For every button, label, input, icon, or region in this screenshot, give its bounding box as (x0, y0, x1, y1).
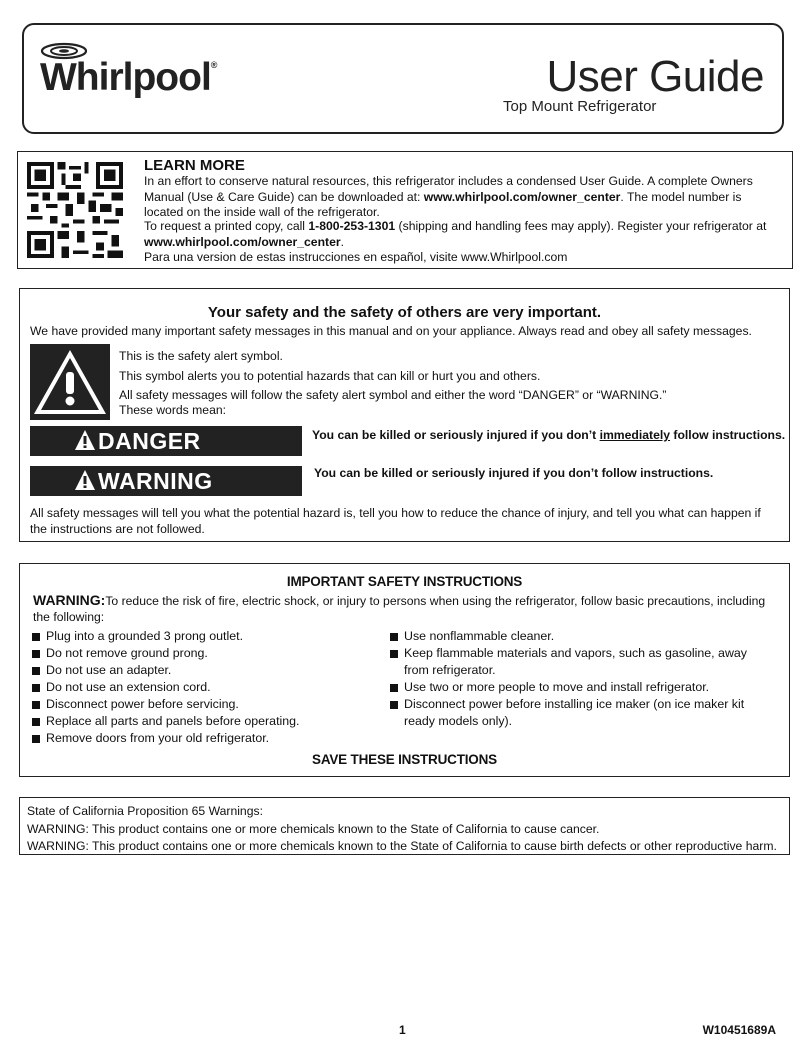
owner-center-register-link[interactable]: www.whirlpool.com/owner_center (144, 234, 341, 249)
safety-footer: All safety messages will tell you what the potential hazard is, tell you how to reduce the chance of injury, and tell you what can happen if the instructions are not followed. (30, 506, 761, 536)
list-item: Disconnect power before installing ice maker (on ice maker kit ready models only). (390, 696, 775, 730)
list-item: Replace all parts and panels before operating. (32, 713, 392, 730)
list-item: Do not use an extension cord. (32, 679, 392, 696)
safety-intro: We have provided many important safety messages in this manual and on your appliance. Always read and obey all safety messages. (30, 324, 752, 338)
important-safety-box (19, 563, 790, 777)
safety-box (19, 288, 790, 542)
prop65-title: State of California Proposition 65 Warnings: (27, 804, 263, 818)
document-number: W10451689A (702, 1023, 776, 1037)
save-instructions: SAVE THESE INSTRUCTIONS (312, 752, 497, 767)
danger-alert-icon (74, 429, 96, 451)
phone-number: 1-800-253-1301 (308, 219, 396, 233)
instructions-right-list (390, 628, 775, 730)
safety-symbol-line-3: All safety messages will follow the safety alert symbol and either the word “DANGER” or “WARNING.” (119, 388, 667, 402)
learn-more-heading: LEARN MORE (144, 157, 245, 174)
list-item: Remove doors from your old refrigerator. (32, 730, 392, 747)
instructions-left-list (32, 628, 392, 747)
safety-heading: Your safety and the safety of others are very important. (207, 304, 602, 321)
instructions-heading: IMPORTANT SAFETY INSTRUCTIONS (286, 574, 523, 589)
list-item: Disconnect power before servicing. (32, 696, 392, 713)
safety-symbol-line-2: This symbol alerts you to potential hazards that can kill or hurt you and others. (119, 369, 541, 383)
qr-code-icon (27, 160, 123, 260)
learn-more-box (17, 151, 793, 269)
list-item: Keep flammable materials and vapors, such as gasoline, away from refrigerator. (390, 645, 775, 679)
danger-signal-word: DANGER (30, 426, 302, 456)
california-prop65-box (19, 797, 790, 855)
instructions-warning: WARNING:To reduce the risk of fire, electric shock, or injury to persons when using the refrigerator, follow basic precautions, including the following: (33, 592, 766, 624)
prop65-cancer-warning: WARNING: This product contains one or more chemicals known to the State of California to cause cancer. (27, 822, 600, 836)
page-title: User Guide (546, 52, 764, 101)
learn-more-spanish-note: Para una version de estas instrucciones en español, visite www.Whirlpool.com (144, 250, 568, 264)
danger-description: You can be killed or seriously injured if you don’t immediately follow instructions. (312, 428, 786, 442)
safety-symbol-line-4: These words mean: (119, 403, 227, 417)
page-number: 1 (399, 1023, 406, 1037)
brand-wordmark: Whirlpool® (40, 56, 217, 99)
safety-symbol-line-1: This is the safety alert symbol. (119, 349, 283, 363)
list-item: Use nonflammable cleaner. (390, 628, 775, 645)
list-item: Do not remove ground prong. (32, 645, 392, 662)
owner-center-link[interactable]: www.whirlpool.com/owner_center (423, 189, 621, 204)
list-item: Do not use an adapter. (32, 662, 392, 679)
warning-signal-word: WARNING (30, 466, 302, 496)
safety-alert-icon (30, 344, 110, 420)
list-item: Use two or more people to move and install refrigerator. (390, 679, 775, 696)
prop65-birth-defects-warning: WARNING: This product contains one or more chemicals known to the State of California to cause birth defects or other reproductive harm. (27, 839, 777, 853)
warning-description: You can be killed or seriously injured if you don’t follow instructions. (314, 466, 714, 480)
learn-more-paragraph-1: In an effort to conserve natural resources, this refrigerator includes a condensed User Guide. A complete Owners Manual (Use & Care Guide) can be downloaded at: www.whirlpool.com/owner_center. The model number is located on the inside wall of the refrigerator. (144, 174, 753, 219)
learn-more-paragraph-2: To request a printed copy, call 1-800-253-1301 (shipping and handling fees may apply). Register your refrigerator at www.whirlpool.com/owner_center. (144, 219, 767, 249)
warning-alert-icon (74, 469, 96, 491)
list-item: Plug into a grounded 3 prong outlet. (32, 628, 392, 645)
page-subtitle: Top Mount Refrigerator (503, 98, 657, 115)
